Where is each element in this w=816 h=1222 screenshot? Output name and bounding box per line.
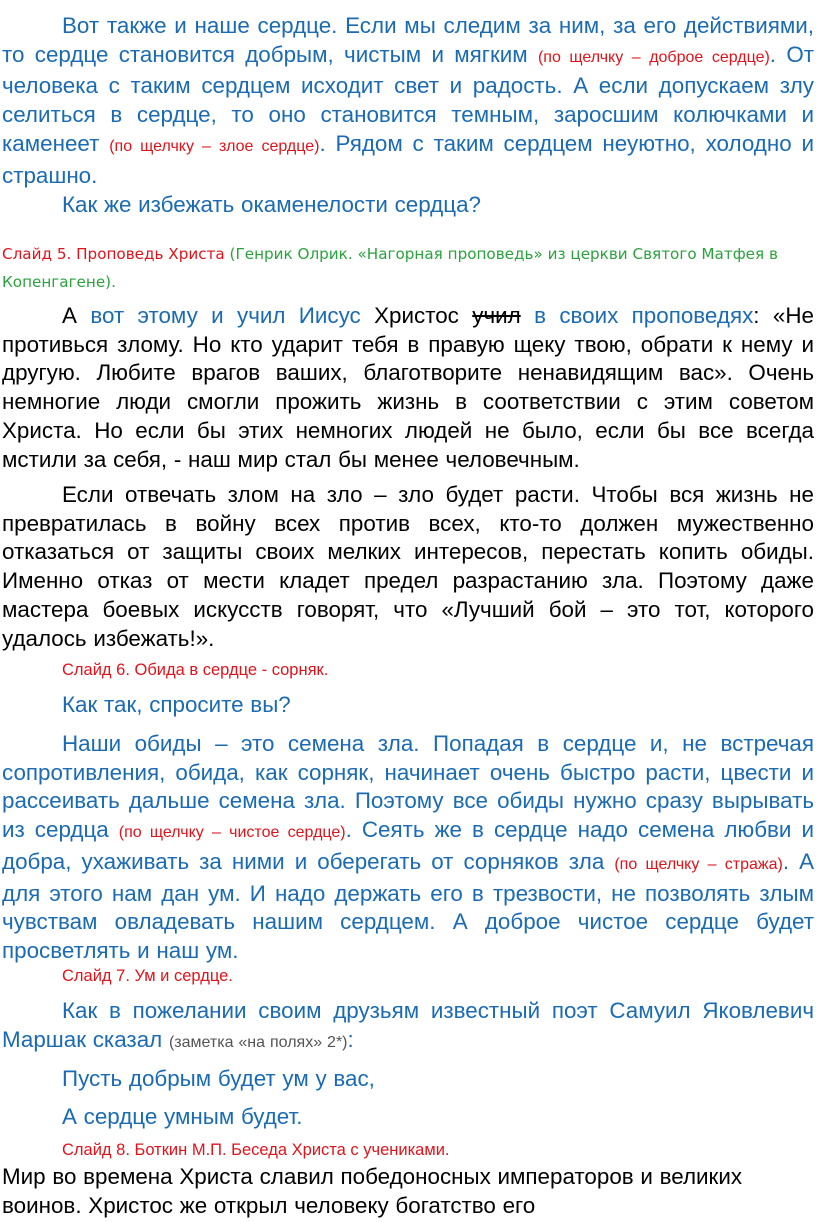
slide-5-label: Слайд 5. Проповедь Христа — [2, 245, 225, 263]
margin-note: (заметка «на полях» 2*) — [168, 1033, 348, 1051]
offenses-c: . А для этого нам дан ум. И надо держать его в трезвости, не позволять злым чувствам овладевать нашим сердцем. А доброе чистое сердце будет просветлять и наш ум. — [2, 848, 815, 963]
marshak-b: : — [347, 1026, 354, 1052]
marshak-a: Как в пожелании своим друзьям известный поэт Самуил Яковлевич Маршак сказал — [2, 998, 814, 1052]
slide-7-caption: Слайд 7. Ум и сердце. — [62, 967, 233, 985]
offenses-a: Наши обиды – это семена зла. Попадая в сердце и, не встречая сопротивления, обида, как сорняк, начинает очень быстро расти, цвести и рассеивать дальше семена зла. Поэтому все обиды нужно сразу вырывать из сердца — [2, 731, 814, 843]
sermon-d: в своих проповедях — [534, 303, 754, 328]
sermon-c: Христос — [374, 303, 459, 328]
sermon-b: вот этому и учил Иисус — [90, 303, 361, 328]
question-how: Как так, спросите вы? — [62, 692, 291, 717]
paragraph-christ-era: Мир во времена Христа славил победоносных императоров и великих воинов. Христос же открыл человеку богатство его — [2, 1164, 743, 1218]
click-note-evil-heart: (по щелчку – злое сердце) — [109, 137, 320, 155]
paragraph-evil-for-evil: Если отвечать злом на зло – зло будет расти. Чтобы вся жизнь не превратилась в войну всех против всех, кто-то должен мужественно отказаться от защиты своих мелких интересов, перестать копить обиды. Именно отказ от мести кладет предел разрастанию зла. Поэтому даже мастера боевых искусств говорят, что «Лучший бой – это тот, которого удалось избежать!». — [2, 482, 814, 651]
paragraph-heart — [2, 12, 814, 190]
offenses-b: . Сеять же в сердце надо семена любви и добра, ухаживать за ними и оберегать от сорняков зла — [2, 817, 814, 874]
slide-5-caption — [2, 240, 814, 296]
poem-line-2: А сердце умным будет. — [62, 1104, 303, 1129]
slide-6-caption: Слайд 6. Обида в сердце - сорняк. — [62, 661, 329, 679]
paragraph-sermon — [2, 302, 814, 474]
sermon-e: : «Не противься злому. Но кто ударит тебя в правую щеку твою, обрати к нему и другую. Любите врагов ваших, благотворите ненавидящим вас». Очень немногие люди смогли прожить жизнь в соответствии с этим советом Христа. Но если бы этих немногих людей не было, если бы все всегда мстили за себя, - наш мир стал бы менее человечным. — [2, 303, 814, 472]
click-note-good-heart: (по щелчку – доброе сердце) — [537, 48, 770, 66]
click-note-guard: (по щелчку – стража) — [614, 855, 783, 873]
paragraph-heart-text-b: . От человека с таким сердцем исходит свет и радость. А если допускаем злу селиться в сердце, то оно становится темным, заросшим колючками и каменеет — [2, 41, 814, 156]
slide-5-detail: (Генрик Олрик. «Нагорная проповедь» из церкви Святого Матфея в Копенгагене). — [2, 245, 778, 291]
question-petrification: Как же избежать окаменелости сердца? — [62, 192, 481, 217]
click-note-clean-heart: (по щелчку – чистое сердце) — [118, 824, 346, 842]
paragraph-heart-text-a: Вот также и наше сердце. Если мы следим за ним, за его действиями, то сердце становится добрым, чистым и мягким — [2, 13, 814, 67]
sermon-struck-word: учил — [472, 303, 521, 328]
paragraph-offenses — [2, 730, 814, 966]
paragraph-marshak — [2, 997, 814, 1057]
sermon-a: А — [62, 303, 77, 328]
paragraph-heart-text-c: . Рядом с таким сердцем неуютно, холодно и страшно. — [2, 130, 814, 188]
slide-8-caption: Слайд 8. Боткин М.П. Беседа Христа с учениками. — [62, 1141, 450, 1159]
poem-line-1: Пусть добрым будет ум у вас, — [62, 1066, 375, 1091]
